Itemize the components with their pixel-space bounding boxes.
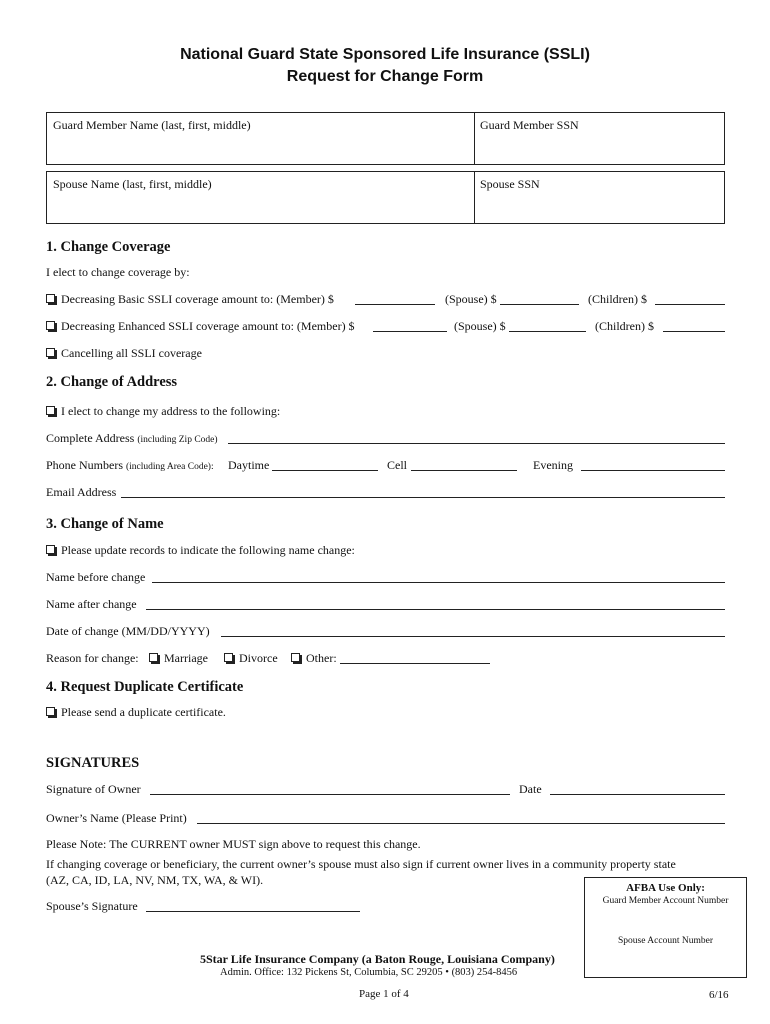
owner-name-line[interactable]: [197, 823, 725, 824]
divorce-checkbox[interactable]: [224, 653, 233, 662]
owner-signature-label: Signature of Owner: [46, 782, 141, 796]
basic-member-amount-line[interactable]: [355, 304, 435, 305]
cancel-coverage-label: Cancelling all SSLI coverage: [61, 346, 202, 360]
name-before-label: Name before change: [46, 570, 146, 584]
enhanced-coverage-label: Decreasing Enhanced SSLI coverage amount to: (Member) $: [61, 319, 355, 333]
phone-numbers-label: Phone Numbers (including Area Code):: [46, 458, 214, 472]
enhanced-children-amount-line[interactable]: [663, 331, 725, 332]
section-2-heading: 2. Change of Address: [46, 374, 178, 390]
spouse-ssn-field[interactable]: [474, 172, 724, 223]
evening-phone-line[interactable]: [581, 470, 725, 471]
enhanced-spouse-label: (Spouse) $: [454, 319, 506, 333]
community-property-note-2: (AZ, CA, ID, LA, NV, NM, TX, WA, & WI).: [46, 873, 264, 887]
community-property-note-1: If changing coverage or beneficiary, the current owner’s spouse must also sign if current owner lives in a community property state: [46, 857, 676, 871]
basic-spouse-label: (Spouse) $: [445, 292, 497, 306]
enhanced-children-label: (Children) $: [595, 319, 654, 333]
guard-member-name-field[interactable]: [47, 113, 474, 164]
footer-address: Admin. Office: 132 Pickens St, Columbia, SC 29205 • (803) 254-8456: [220, 967, 518, 978]
section-4-heading: 4. Request Duplicate Certificate: [46, 679, 244, 695]
current-owner-note: Please Note: The CURRENT owner MUST sign above to request this change.: [46, 837, 421, 851]
complete-address-line[interactable]: [228, 443, 725, 444]
cell-label: Cell: [387, 458, 407, 472]
owner-name-label: Owner’s Name (Please Print): [46, 811, 187, 825]
name-change-label: Please update records to indicate the following name change:: [61, 543, 355, 557]
daytime-phone-line[interactable]: [272, 470, 378, 471]
guard-member-name-label: Guard Member Name (last, first, middle): [53, 118, 251, 132]
section-1-intro: I elect to change coverage by:: [46, 265, 190, 279]
section-1-heading: 1. Change Coverage: [46, 239, 171, 255]
afba-spouse-account-label: Spouse Account Number: [618, 936, 713, 946]
other-label: Other:: [306, 651, 337, 665]
reason-for-change-label: Reason for change:: [46, 651, 139, 665]
guard-member-ssn-field[interactable]: [474, 113, 724, 164]
footer-company: 5Star Life Insurance Company (a Baton Rouge, Louisiana Company): [200, 952, 555, 966]
spouse-signature-line[interactable]: [146, 911, 360, 912]
divorce-label: Divorce: [239, 651, 278, 665]
name-after-label: Name after change: [46, 597, 137, 611]
complete-address-label: Complete Address (including Zip Code): [46, 431, 218, 445]
owner-signature-line[interactable]: [150, 794, 510, 795]
enhanced-coverage-checkbox[interactable]: [46, 321, 55, 330]
change-address-checkbox[interactable]: [46, 406, 55, 415]
form-title-line-1: National Guard State Sponsored Life Insurance (SSLI): [180, 46, 590, 63]
duplicate-certificate-label: Please send a duplicate certificate.: [61, 705, 226, 719]
cancel-coverage-checkbox[interactable]: [46, 348, 55, 357]
page-number: Page 1 of 4: [359, 988, 409, 1000]
afba-member-account-label: Guard Member Account Number: [602, 896, 729, 906]
spouse-signature-label: Spouse’s Signature: [46, 899, 138, 913]
guard-member-box: [46, 112, 725, 165]
email-address-label: Email Address: [46, 485, 117, 499]
name-before-line[interactable]: [152, 582, 725, 583]
spouse-ssn-label: Spouse SSN: [480, 177, 540, 191]
name-change-checkbox[interactable]: [46, 545, 55, 554]
signatures-heading: SIGNATURES: [46, 755, 140, 771]
marriage-label: Marriage: [164, 651, 208, 665]
enhanced-member-amount-line[interactable]: [373, 331, 447, 332]
guard-member-ssn-label: Guard Member SSN: [480, 118, 579, 132]
spouse-name-field[interactable]: [47, 172, 474, 223]
basic-children-label: (Children) $: [588, 292, 647, 306]
form-revision: 6/16: [709, 989, 729, 1001]
other-checkbox[interactable]: [291, 653, 300, 662]
date-of-change-line[interactable]: [221, 636, 725, 637]
name-after-line[interactable]: [146, 609, 725, 610]
change-address-label: I elect to change my address to the following:: [61, 404, 281, 418]
cell-phone-line[interactable]: [411, 470, 517, 471]
enhanced-spouse-amount-line[interactable]: [509, 331, 586, 332]
other-reason-line[interactable]: [340, 663, 490, 664]
form-title-line-2: Request for Change Form: [286, 68, 484, 85]
signature-date-line[interactable]: [550, 794, 725, 795]
evening-label: Evening: [533, 458, 573, 472]
basic-spouse-amount-line[interactable]: [500, 304, 579, 305]
afba-use-only-box: [584, 877, 747, 978]
spouse-name-label: Spouse Name (last, first, middle): [53, 177, 212, 191]
email-address-line[interactable]: [121, 497, 725, 498]
duplicate-certificate-checkbox[interactable]: [46, 707, 55, 716]
spouse-box: [46, 171, 725, 224]
basic-coverage-label: Decreasing Basic SSLI coverage amount to: (Member) $: [61, 292, 334, 306]
basic-children-amount-line[interactable]: [655, 304, 725, 305]
basic-coverage-checkbox[interactable]: [46, 294, 55, 303]
date-of-change-label: Date of change (MM/DD/YYYY): [46, 624, 210, 638]
section-3-heading: 3. Change of Name: [46, 516, 164, 532]
daytime-label: Daytime: [228, 458, 270, 472]
afba-title: AFBA Use Only:: [626, 882, 705, 894]
signature-date-label: Date: [519, 782, 542, 796]
marriage-checkbox[interactable]: [149, 653, 158, 662]
